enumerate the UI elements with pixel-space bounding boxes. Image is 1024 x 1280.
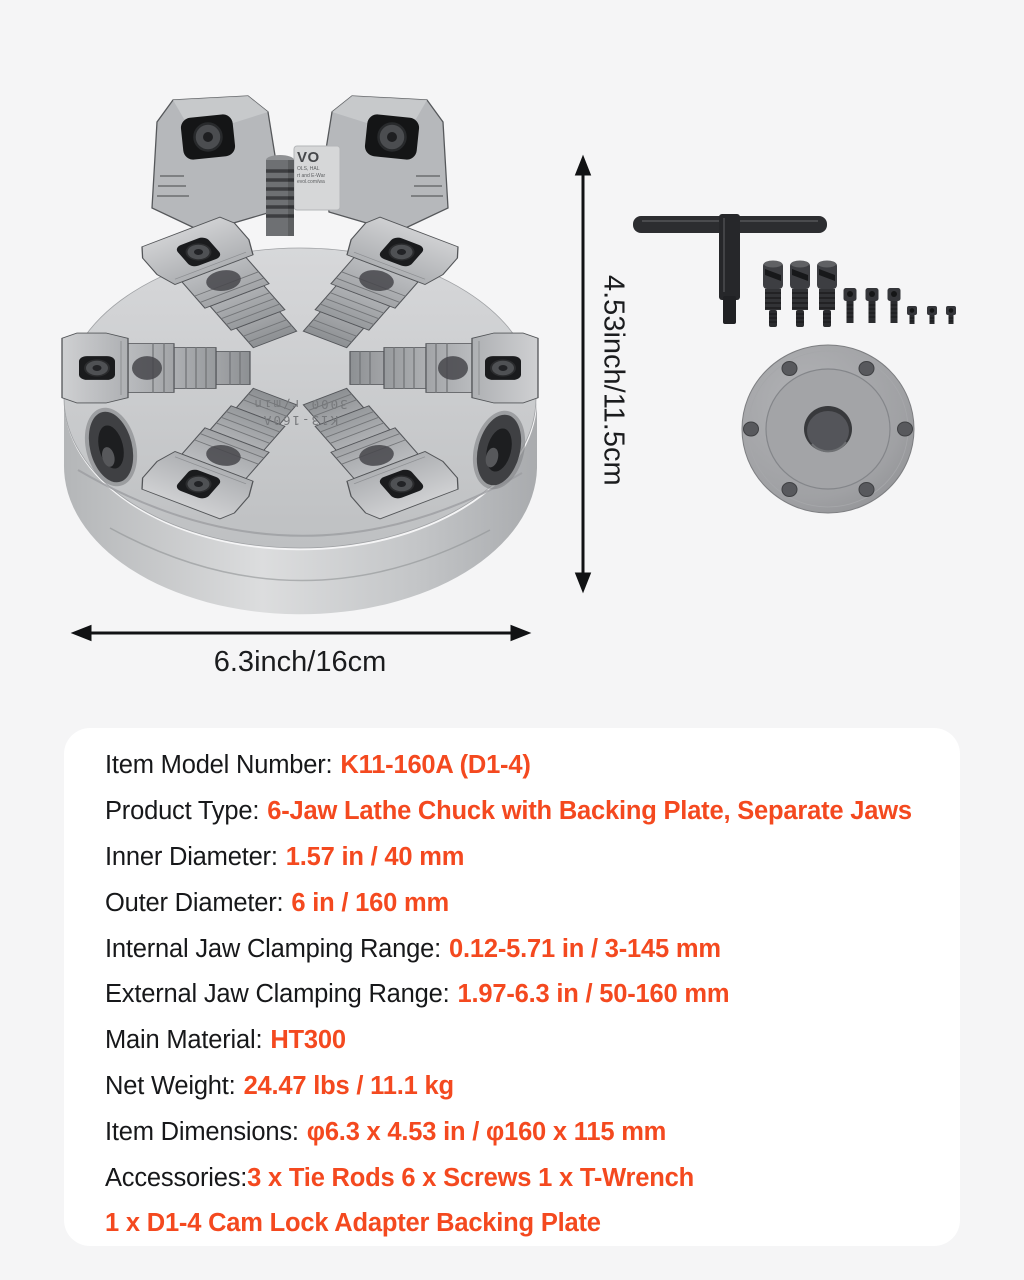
spec-label: Accessories: <box>105 1163 248 1192</box>
spec-row <box>105 835 960 881</box>
width-dimension-arrow <box>72 626 530 641</box>
brand-tag-line: OLS, HAL <box>297 166 320 172</box>
top-jaw-left <box>152 96 277 232</box>
brand-tag-line: evol.com/wa <box>297 179 325 185</box>
width-dimension-label: 6.3inch/16cm <box>213 646 387 678</box>
lead-screw <box>266 155 294 236</box>
spec-row <box>105 1155 960 1201</box>
spec-row <box>105 1109 960 1155</box>
spec-label: Inner Diameter: <box>105 842 278 871</box>
backing-plate-image <box>742 345 914 513</box>
spec-label: Item Model Number: <box>105 751 333 780</box>
spec-label: Net Weight: <box>105 1071 236 1100</box>
chuck-engraving-text <box>226 396 374 428</box>
spec-value: 6-Jaw Lathe Chuck with Backing Plate, Separate Jaws <box>267 797 912 826</box>
engraving-speed: 3000 r/min <box>252 397 348 412</box>
spec-label: Outer Diameter: <box>105 888 284 917</box>
spec-value: 3 x Tie Rods 6 x Screws 1 x T-Wrench <box>247 1163 694 1192</box>
engraving-model: K13-160A <box>261 413 339 428</box>
spec-value: 1 x D1-4 Cam Lock Adapter Backing Plate <box>105 1209 601 1238</box>
spec-value: HT300 <box>270 1026 346 1055</box>
spec-row <box>105 972 960 1018</box>
spec-label: Internal Jaw Clamping Range: <box>105 934 441 963</box>
spec-row <box>105 926 960 972</box>
spec-value: φ6.3 x 4.53 in / φ160 x 115 mm <box>306 1117 667 1146</box>
spec-value: K11-160A (D1-4) <box>340 751 531 780</box>
spec-value: 0.12-5.71 in / 3-145 mm <box>449 934 721 963</box>
tie-rods-image <box>763 261 837 328</box>
brand-logo-fragment: VO <box>297 149 320 166</box>
spec-row <box>105 743 960 789</box>
spec-row <box>105 1201 960 1247</box>
spec-label: Product Type: <box>105 797 260 826</box>
spec-panel <box>64 728 960 1246</box>
height-dimension-arrow <box>576 156 591 592</box>
spec-label: Item Dimensions: <box>105 1117 299 1146</box>
spec-value: 24.47 lbs / 11.1 kg <box>243 1071 454 1100</box>
screws-image <box>844 288 957 324</box>
height-dimension-label: 4.53inch/11.5cm <box>597 274 630 486</box>
spec-value: 6 in / 160 mm <box>291 888 449 917</box>
brand-tag-text <box>297 149 339 186</box>
spec-label: External Jaw Clamping Range: <box>105 980 450 1009</box>
spec-label: Main Material: <box>105 1026 263 1055</box>
spec-value: 1.57 in / 40 mm <box>285 842 465 871</box>
top-jaw-right <box>323 96 448 232</box>
brand-tag-line: rt and E-War <box>297 172 326 179</box>
spec-value: 1.97-6.3 in / 50-160 mm <box>457 980 730 1009</box>
spec-row <box>105 1018 960 1064</box>
spec-row <box>105 789 960 835</box>
spec-row <box>105 1064 960 1110</box>
spec-row <box>105 880 960 926</box>
